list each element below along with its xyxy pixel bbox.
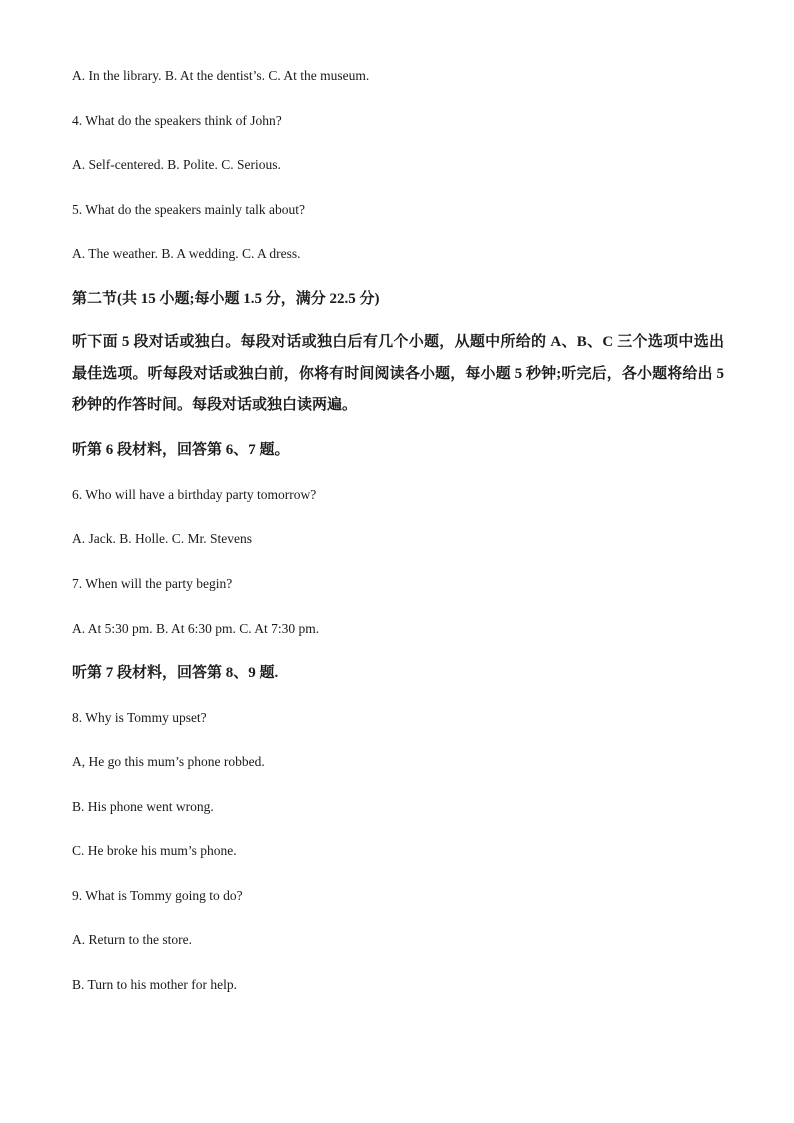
question-8-option-b: B. His phone went wrong. — [72, 799, 214, 814]
question-8-option-a: A, He go this mum’s phone robbed. — [72, 754, 265, 769]
question-7-options: A. At 5:30 pm. B. At 6:30 pm. C. At 7:30 pm. — [72, 621, 320, 636]
material-6-header: 听第 6 段材料，回答第 6、7 题。 — [72, 442, 290, 458]
question-9: 9. What is Tommy going to do? — [72, 888, 243, 903]
question-5: 5. What do the speakers mainly talk about? — [72, 202, 305, 217]
material-7-header: 听第 7 段材料，回答第 8、9 题. — [72, 665, 279, 681]
question-4: 4. What do the speakers think of John? — [72, 113, 282, 128]
question-9-option-a: A. Return to the store. — [72, 932, 192, 947]
section-2-instructions: 听下面 5 段对话或独白。每段对话或独白后有几个小题，从题中所给的 A、B、C 三个选项中选出最佳选项。听每段对话或独白前，你将有时间阅读各小题，每小题 5 秒钟;听完后，各小题将给出 5 秒钟的作答时间。每段对话或独白读两遍。 — [72, 334, 724, 413]
question-3-options: A. In the library. B. At the dentist’s. C. At the museum. — [72, 68, 370, 83]
section-2-title: 第二节(共 15 小题;每小题 1.5 分，满分 22.5 分) — [72, 291, 380, 307]
question-9-option-b: B. Turn to his mother for help. — [72, 977, 238, 992]
question-6-options: A. Jack. B. Holle. C. Mr. Stevens — [72, 531, 252, 546]
question-6: 6. Who will have a birthday party tomorrow? — [72, 487, 317, 502]
question-4-options: A. Self-centered. B. Polite. C. Serious. — [72, 157, 281, 172]
question-5-options: A. The weather. B. A wedding. C. A dress. — [72, 246, 301, 261]
question-8: 8. Why is Tommy upset? — [72, 710, 207, 725]
question-7: 7. When will the party begin? — [72, 576, 233, 591]
question-8-option-c: C. He broke his mum’s phone. — [72, 843, 237, 858]
